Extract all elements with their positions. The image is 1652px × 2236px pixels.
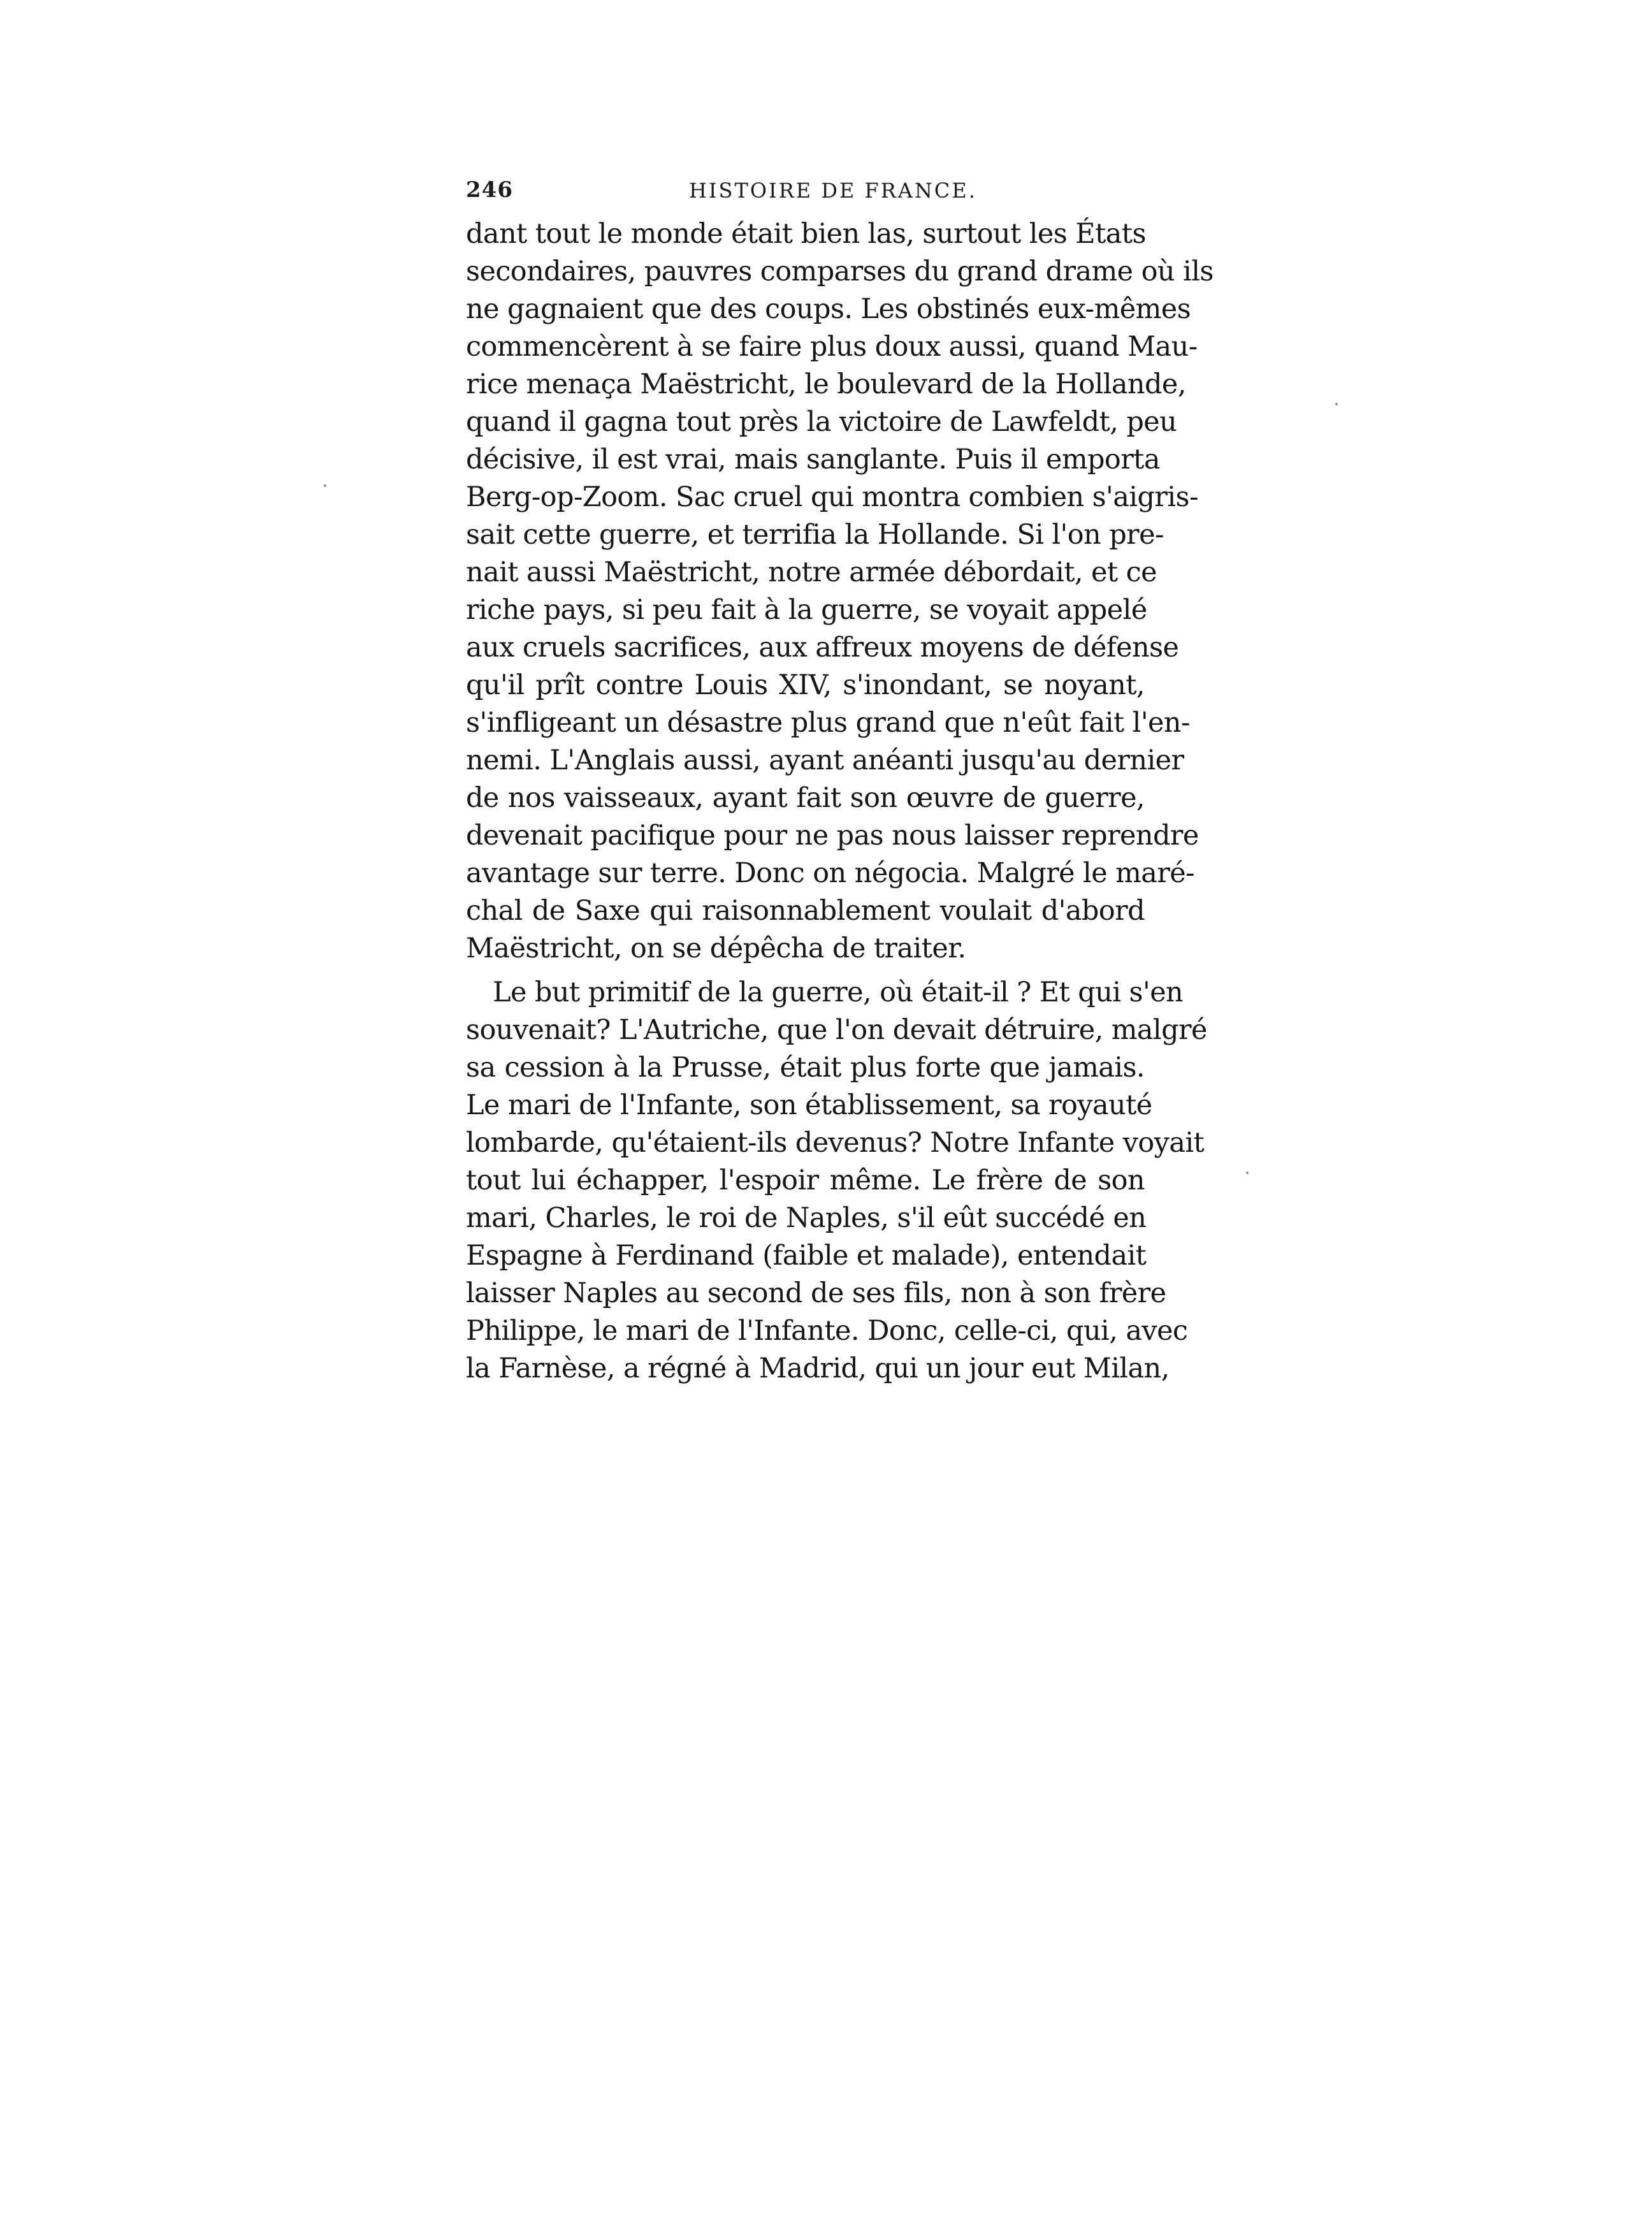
text-line: riche pays, si peu fait à la guerre, se voyait appelé: [466, 594, 1147, 626]
text-line: aux cruels sacrifices, aux affreux moyens de défense: [466, 632, 1179, 664]
text-line: quand il gagna tout près la victoire de Lawfeldt, peu: [466, 406, 1177, 438]
text-line: souvenait? L'Autriche, que l'on devait détruire, malgré: [466, 1014, 1207, 1046]
scan-speck: [1246, 1172, 1249, 1174]
text-line: devenait pacifique pour ne pas nous laisser reprendre: [466, 820, 1199, 852]
text-line: sa cession à la Prusse, était plus forte que jamais.: [466, 1052, 1145, 1084]
scan-speck: [324, 484, 326, 487]
text-line: avantage sur terre. Donc on négocia. Malgré le maré-: [466, 857, 1195, 889]
text-line: s'infligeant un désastre plus grand que n'eût fait l'en-: [466, 707, 1190, 739]
text-line: nemi. L'Anglais aussi, ayant anéanti jusqu'au dernier: [466, 744, 1184, 776]
page-header: [466, 177, 1145, 209]
text-line: de nos vaisseaux, ayant fait son œuvre de guerre,: [466, 782, 1145, 814]
running-title: HISTOIRE DE FRANCE.: [689, 178, 977, 203]
text-line: secondaires, pauvres comparses du grand drame où ils: [466, 256, 1214, 287]
text-line: tout lui échapper, l'espoir même. Le frère de son: [466, 1165, 1145, 1196]
text-line: nait aussi Maëstricht, notre armée débordait, et ce: [466, 556, 1157, 588]
scan-speck: [1335, 403, 1338, 405]
text-line: ne gagnaient que des coups. Les obstinés eux-mêmes: [466, 293, 1191, 325]
text-line: qu'il prît contre Louis XIV, s'inondant, se noyant,: [466, 669, 1145, 701]
body-text: [466, 215, 1214, 1388]
text-line: Maëstricht, on se dépêcha de traiter.: [466, 933, 966, 964]
text-line: sait cette guerre, et terrifia la Hollande. Si l'on pre-: [466, 519, 1164, 551]
text-line: Berg-op-Zoom. Sac cruel qui montra combien s'aigris-: [466, 481, 1198, 513]
text-line: chal de Saxe qui raisonnablement voulait d'abord: [466, 895, 1145, 927]
text-line: Le but primitif de la guerre, où était-il ? Et qui s'en: [493, 976, 1184, 1008]
text-line: Le mari de l'Infante, son établissement, sa royauté: [466, 1089, 1152, 1121]
text-line: Philippe, le mari de l'Infante. Donc, celle-ci, qui, avec: [466, 1315, 1188, 1347]
text-line: dant tout le monde était bien las, surtout les États: [466, 218, 1146, 250]
text-line: rice menaça Maëstricht, le boulevard de la Hollande,: [466, 368, 1186, 400]
paragraph-gap: [466, 968, 1145, 974]
text-line: laisser Naples au second de ses fils, non à son frère: [466, 1277, 1166, 1309]
text-line: la Farnèse, a régné à Madrid, qui un jour eut Milan,: [466, 1353, 1170, 1384]
text-line: décisive, il est vrai, mais sanglante. Puis il emporta: [466, 444, 1160, 476]
text-line: mari, Charles, le roi de Naples, s'il eût succédé en: [466, 1202, 1147, 1234]
text-line: Espagne à Ferdinand (faible et malade), entendait: [466, 1240, 1147, 1272]
text-line: lombarde, qu'étaient-ils devenus? Notre Infante voyait: [466, 1127, 1205, 1159]
page-number: 246: [466, 177, 513, 203]
text-line: commencèrent à se faire plus doux aussi, quand Mau-: [466, 331, 1198, 363]
